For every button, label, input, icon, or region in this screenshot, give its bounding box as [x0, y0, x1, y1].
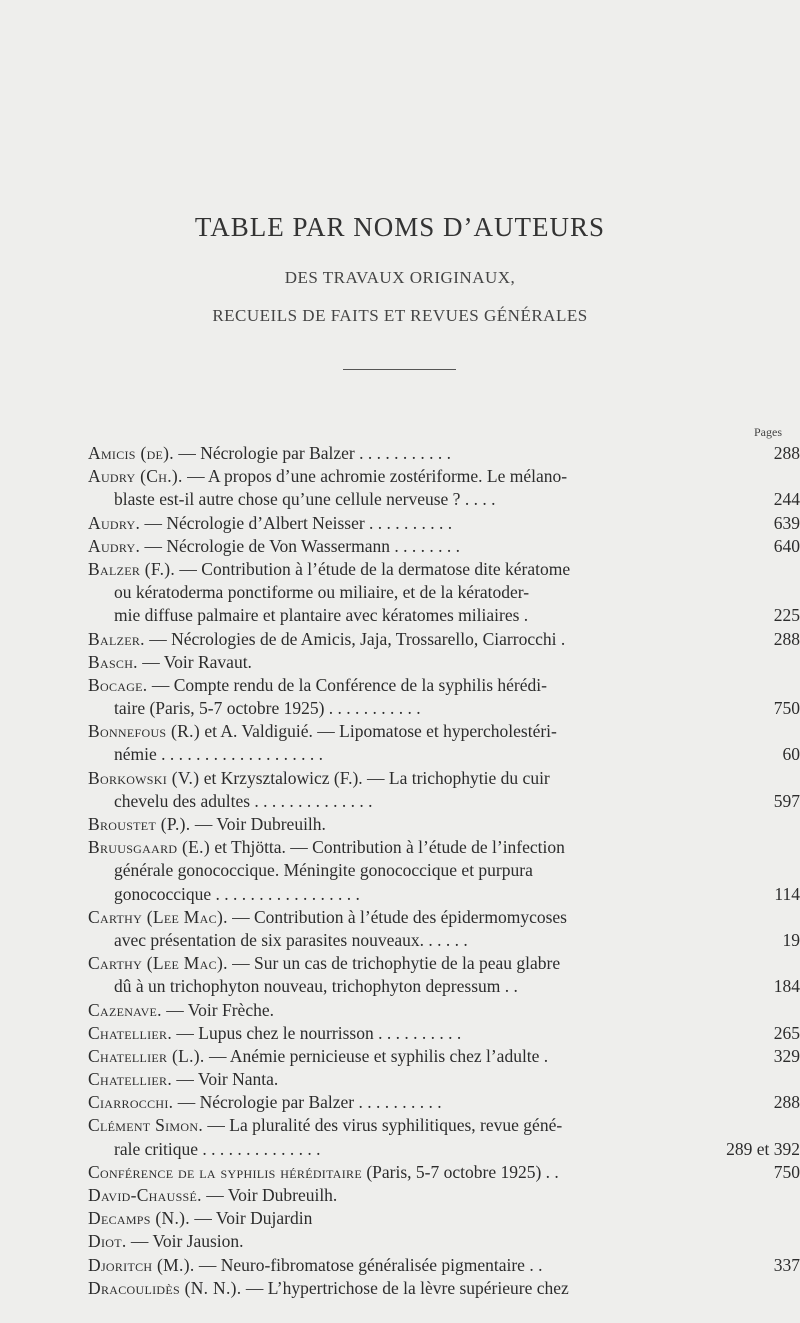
entry-author: Clément Simon. — [88, 1115, 204, 1136]
entry-text — [114, 884, 360, 904]
title-divider — [343, 369, 456, 370]
entry-text — [88, 1092, 442, 1112]
entry-continuation-line — [88, 1138, 800, 1161]
entry-text — [88, 513, 452, 533]
entry-page-number: 597 — [773, 790, 800, 811]
entry-text — [88, 1278, 569, 1298]
entry-continuation-line — [88, 975, 800, 998]
entry-page-number: 639 — [773, 512, 800, 533]
entry-text — [114, 930, 468, 950]
entry-title: — Contribution à l’étude de la dermatose dite kératome — [175, 558, 571, 579]
entry-title: — A propos d’une achromie zostériforme. Le mélano- — [182, 466, 568, 487]
entry-title: némie . . . . . . . . . . . . . . . . . . . — [114, 744, 324, 765]
index-entry — [88, 1230, 800, 1253]
entry-author: Ciarrocchi. — [88, 1092, 174, 1113]
entry-text — [114, 1139, 321, 1159]
entry-continuation-line — [88, 581, 800, 604]
index-entry — [88, 558, 800, 581]
page-title: TABLE PAR NOMS D’AUTEURS — [194, 212, 606, 242]
index-entry — [88, 1022, 800, 1045]
entry-title: — Neuro-fibromatose généralisée pigmentaire . . — [194, 1254, 543, 1275]
entry-page-number: 640 — [773, 535, 800, 556]
entry-continuation-line — [88, 929, 800, 952]
entry-page-number: 114 — [774, 883, 800, 904]
entry-title: — Voir Dujardin — [189, 1208, 313, 1229]
entry-continuation-line — [88, 859, 800, 882]
index-entry — [88, 1091, 800, 1114]
entry-text — [88, 443, 451, 463]
author-index-list — [88, 442, 800, 1300]
index-entry — [88, 1161, 800, 1184]
entry-text — [88, 907, 567, 927]
entry-author: Bocage. — [88, 674, 148, 695]
entry-title: — Compte rendu de la Conférence de la syphilis hérédi- — [147, 674, 547, 695]
index-entry — [88, 767, 800, 790]
entry-text — [88, 721, 557, 741]
entry-page-number: 288 — [773, 443, 800, 463]
index-entry — [88, 906, 800, 929]
index-entry — [88, 952, 800, 975]
entry-text — [88, 1255, 542, 1275]
entry-text — [88, 536, 460, 556]
entry-title: et Krzysztalowicz (F.). — La trichophytie du cuir — [199, 767, 550, 788]
entry-author: Amicis (de). — [88, 443, 174, 463]
entry-text — [114, 791, 373, 811]
entry-page-number: 289 et 392 — [726, 1138, 800, 1159]
entry-title: — Nécrologies de de Amicis, Jaja, Trossarello, Ciarrocchi . — [144, 628, 566, 649]
entry-author: Decamps (N.). — [88, 1208, 190, 1229]
entry-text — [88, 953, 560, 973]
entry-author: Basch. — [88, 651, 138, 672]
index-entry — [88, 651, 800, 674]
entry-continuation-line — [88, 604, 800, 627]
entry-text — [88, 814, 326, 834]
index-entry — [88, 465, 800, 488]
entry-title: — Nécrologie par Balzer . . . . . . . . . . — [173, 1092, 442, 1113]
entry-continuation-line — [88, 743, 800, 766]
subtitle-line-1: DES TRAVAUX ORIGINAUX, — [284, 268, 516, 287]
index-entry — [88, 1207, 800, 1230]
index-entry — [88, 999, 800, 1022]
entry-text — [88, 1046, 548, 1066]
entry-text — [114, 860, 533, 880]
index-entry — [88, 512, 800, 535]
entry-author: Balzer (F.). — [88, 558, 176, 579]
entry-author: Broustet (P.). — [88, 814, 191, 834]
entry-title: (Paris, 5-7 octobre 1925) . . — [361, 1161, 559, 1182]
entry-author: Cazenave. — [88, 999, 162, 1020]
index-entry — [88, 442, 800, 465]
entry-title: gonococcique . . . . . . . . . . . . . . . . . — [114, 883, 360, 904]
entry-title: blaste est-il autre chose qu’une cellule nerveuse ? . . . . — [114, 489, 496, 510]
entry-text — [114, 698, 421, 718]
entry-title: ou kératoderma ponctiforme ou miliaire, et de la kératoder- — [114, 582, 530, 603]
entry-title: — Voir Jausion. — [126, 1231, 244, 1252]
entry-text — [88, 629, 565, 649]
entry-title: taire (Paris, 5-7 octobre 1925) . . . . . . . . . . . — [114, 698, 421, 719]
pages-column-label: Pages — [754, 425, 782, 439]
index-entry — [88, 1277, 800, 1300]
entry-title: dû à un trichophyton nouveau, trichophyton depressum . . — [114, 976, 518, 997]
entry-text — [88, 1185, 337, 1205]
entry-text — [88, 837, 565, 857]
entry-author: Carthy (Lee Mac). — [88, 953, 228, 974]
entry-text — [88, 768, 550, 788]
entry-page-number: 265 — [773, 1022, 800, 1043]
entry-page-number: 750 — [773, 1161, 800, 1182]
entry-page-number: 19 — [782, 929, 800, 950]
index-entry — [88, 1045, 800, 1068]
entry-title: avec présentation de six parasites nouveaux. . . . . . — [114, 929, 468, 950]
entry-page-number: 750 — [773, 698, 800, 719]
entry-text — [88, 1162, 559, 1182]
entry-text — [88, 1000, 274, 1020]
index-entry — [88, 1254, 800, 1277]
entry-text — [88, 1115, 562, 1135]
entry-title: — Voir Ravaut. — [137, 651, 252, 672]
entry-text — [88, 1208, 312, 1228]
entry-title: — Nécrologie par Balzer . . . . . . . . . . . — [173, 443, 451, 463]
entry-title: mie diffuse palmaire et plantaire avec kératomes miliaires . — [114, 605, 529, 626]
entry-title: — Voir Frèche. — [161, 999, 274, 1020]
index-entry — [88, 674, 800, 697]
index-entry — [88, 535, 800, 558]
entry-page-number: 337 — [773, 1254, 800, 1275]
entry-author: Diot. — [88, 1231, 127, 1252]
entry-continuation-line — [88, 697, 800, 720]
entry-text — [88, 466, 567, 486]
entry-title: — Nécrologie d’Albert Neisser . . . . . . . . . . — [140, 512, 453, 533]
entry-author: Conférence de la syphilis héréditaire — [88, 1161, 362, 1182]
entry-text — [88, 1069, 278, 1089]
entry-title: — Lupus chez le nourrisson . . . . . . . . . . — [172, 1022, 462, 1043]
entry-text — [114, 605, 528, 625]
entry-text — [88, 1023, 461, 1043]
index-entry — [88, 720, 800, 743]
entry-title: et A. Valdiguié. — Lipomatose et hypercholestéri- — [199, 721, 557, 742]
entry-text — [114, 744, 323, 764]
entry-author: David-Chaussé. — [88, 1185, 202, 1205]
entry-continuation-line — [88, 488, 800, 511]
entry-title: — Anémie pernicieuse et syphilis chez l’adulte . — [204, 1045, 549, 1066]
entry-page-number: 244 — [773, 489, 800, 510]
entry-text — [88, 1231, 244, 1251]
entry-title: rale critique . . . . . . . . . . . . . . — [114, 1138, 321, 1159]
entry-author: Djoritch (M.). — [88, 1254, 195, 1275]
entry-continuation-line — [88, 790, 800, 813]
entry-title: et Thjötta. — Contribution à l’étude de l’infection — [209, 837, 565, 858]
index-entry — [88, 1184, 800, 1207]
entry-author: Chatellier. — [88, 1069, 172, 1090]
entry-title: — Voir Dubreuilh. — [190, 814, 326, 834]
entry-page-number: 225 — [773, 605, 800, 626]
entry-page-number: 288 — [773, 1092, 800, 1113]
entry-text — [114, 582, 529, 602]
entry-continuation-line — [88, 883, 800, 906]
entry-text — [114, 976, 518, 996]
entry-author: Bruusgaard (E.) — [88, 837, 210, 858]
entry-author: Audry. — [88, 512, 141, 533]
entry-title: — La pluralité des virus syphilitiques, revue géné- — [203, 1115, 563, 1136]
index-entry — [88, 628, 800, 651]
entry-title: — Voir Nanta. — [172, 1069, 279, 1090]
entry-author: Audry. — [88, 535, 141, 556]
entry-author: Borkowski (V.) — [88, 767, 200, 788]
entry-title: — Nécrologie de Von Wassermann . . . . . . . . — [140, 535, 461, 556]
entry-title: — Contribution à l’étude des épidermomycoses — [227, 906, 567, 927]
index-entry — [88, 813, 800, 836]
entry-author: Chatellier. — [88, 1022, 172, 1043]
entry-page-number: 329 — [773, 1045, 800, 1066]
entry-text — [88, 675, 547, 695]
entry-page-number: 184 — [773, 976, 800, 997]
entry-text — [88, 559, 570, 579]
index-entry — [88, 1068, 800, 1091]
entry-author: Bonnefous (R.) — [88, 721, 200, 742]
entry-author: Balzer. — [88, 628, 145, 649]
entry-text — [114, 489, 495, 509]
subtitle-line-2: RECUEILS DE FAITS ET REVUES GÉNÉRALES — [212, 306, 588, 325]
entry-text — [88, 652, 252, 672]
entry-author: Dracoulidès (N. N.). — [88, 1277, 242, 1298]
entry-title: générale gonococcique. Méningite gonococcique et purpura — [114, 860, 533, 881]
entry-page-number: 60 — [782, 744, 800, 765]
entry-title: chevelu des adultes . . . . . . . . . . . . . . — [114, 790, 373, 811]
index-entry — [88, 836, 800, 859]
entry-title: — Sur un cas de trichophytie de la peau glabre — [227, 953, 561, 974]
index-entry — [88, 1114, 800, 1137]
entry-author: Audry (Ch.). — [88, 466, 183, 487]
entry-title: — Voir Dubreuilh. — [201, 1185, 338, 1205]
entry-author: Chatellier (L.). — [88, 1045, 205, 1066]
entry-page-number: 288 — [773, 628, 800, 649]
entry-author: Carthy (Lee Mac). — [88, 906, 228, 927]
entry-title: — L’hypertrichose de la lèvre supérieure chez — [241, 1277, 569, 1298]
